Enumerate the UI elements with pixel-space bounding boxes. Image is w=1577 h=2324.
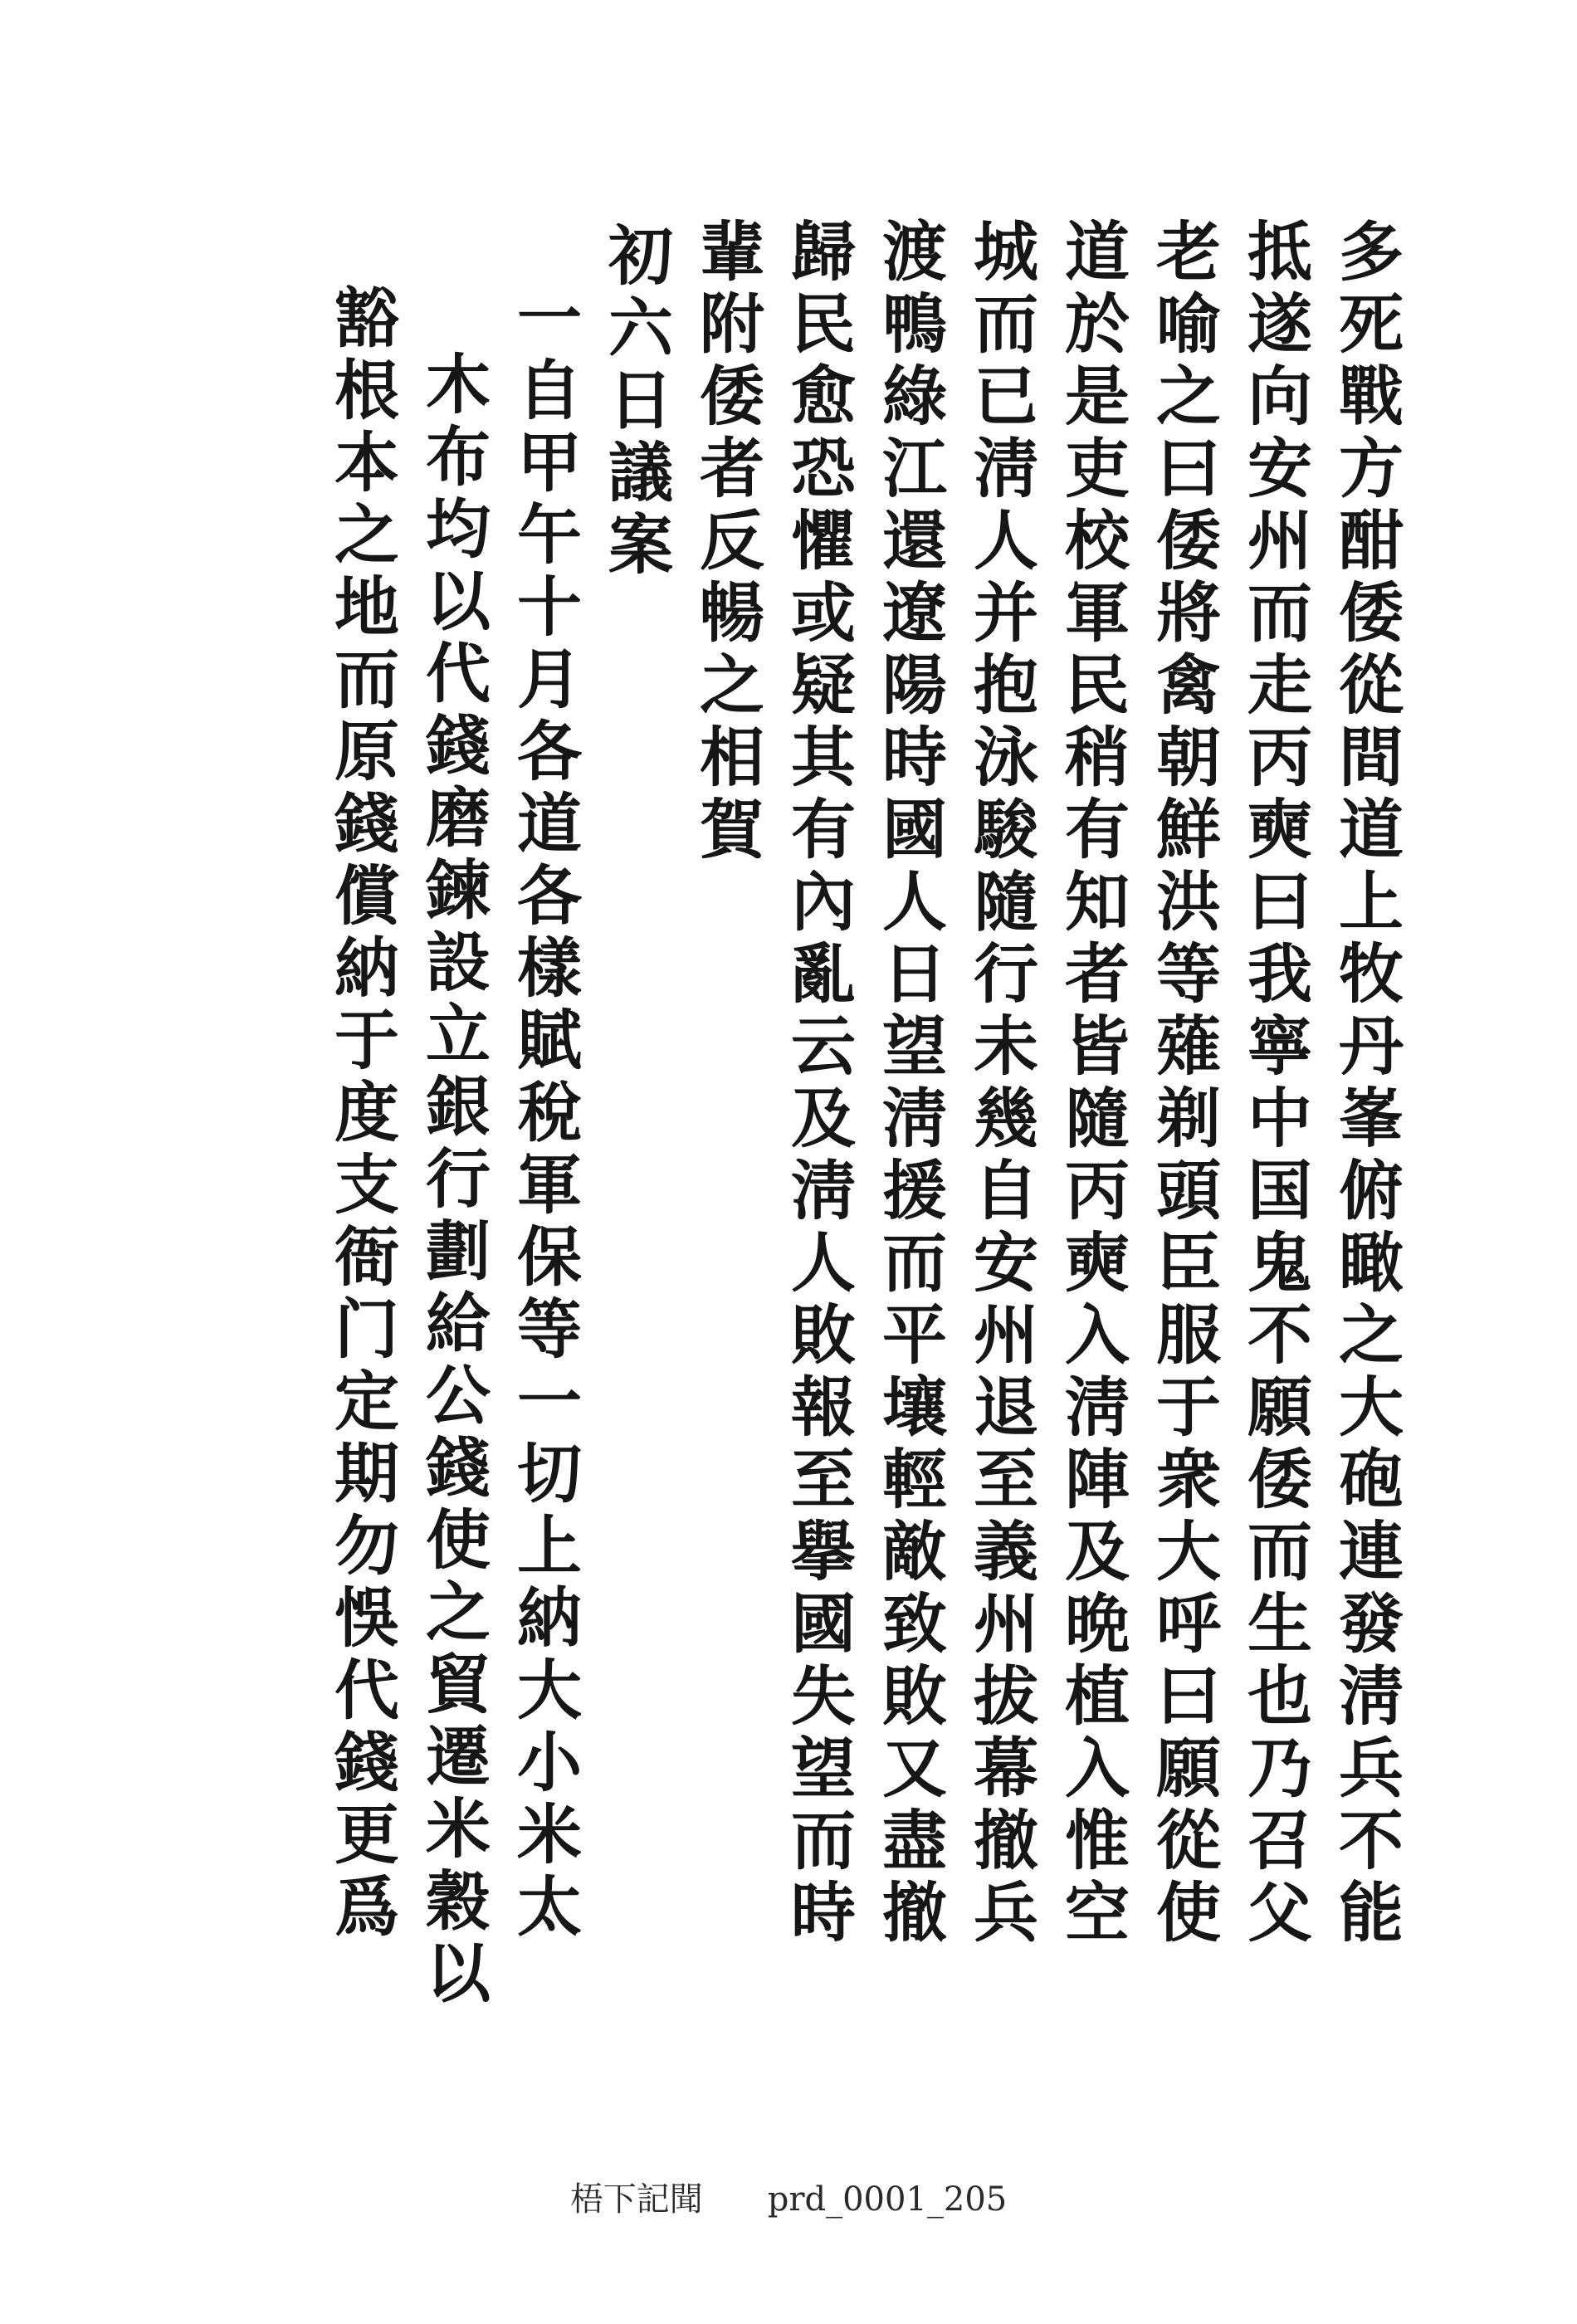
text-column-12: 豁根本之地而原錢償納于度支衙门定期勿悞代錢更爲 (324, 284, 399, 1945)
text-column-8: 輩附倭者反暢之相賀 (689, 217, 764, 867)
text-column-1: 多死戰方酣倭從間道上牧丹峯俯瞰之大砲連發淸兵不能 (1328, 217, 1404, 1950)
text-column-6: 渡鴨綠江還遼陽時國人日望淸援而平壤輕敵致敗又盡撤 (872, 217, 947, 1950)
text-column-5: 城而已淸人并抱泳駿隨行未幾自安州退至義州拔幕撤兵 (963, 217, 1038, 1950)
text-column-7: 歸民愈恐懼或疑其有內亂云及淸人敗報至擧國失望而時 (780, 217, 856, 1950)
text-column-3: 老喻之曰倭將禽朝鮮洪等薙剃頭臣服于衆大呼曰願從使 (1145, 217, 1221, 1950)
section-heading: 初六日議案 (598, 222, 673, 583)
page-id: prd_0001_205 (767, 2180, 1008, 2219)
page-footer (0, 2173, 1577, 2220)
text-column-2: 抵遂向安州而走丙奭曰我寧中国鬼不願倭而生也乃召父 (1237, 217, 1312, 1950)
text-column-4: 道於是吏校軍民稍有知者皆隨丙奭入淸陣及晩植入惟空 (1054, 217, 1130, 1950)
text-column-10: 一自甲午十月各道各樣賦稅軍保等一切上納大小米太 (506, 284, 582, 1945)
manuscript-page (315, 217, 1411, 2011)
text-column-11: 木布均以代錢磨鍊設立銀行劃給公錢使之貿遷米穀以 (415, 350, 491, 2011)
book-title: 梧下記聞 (569, 2180, 703, 2219)
